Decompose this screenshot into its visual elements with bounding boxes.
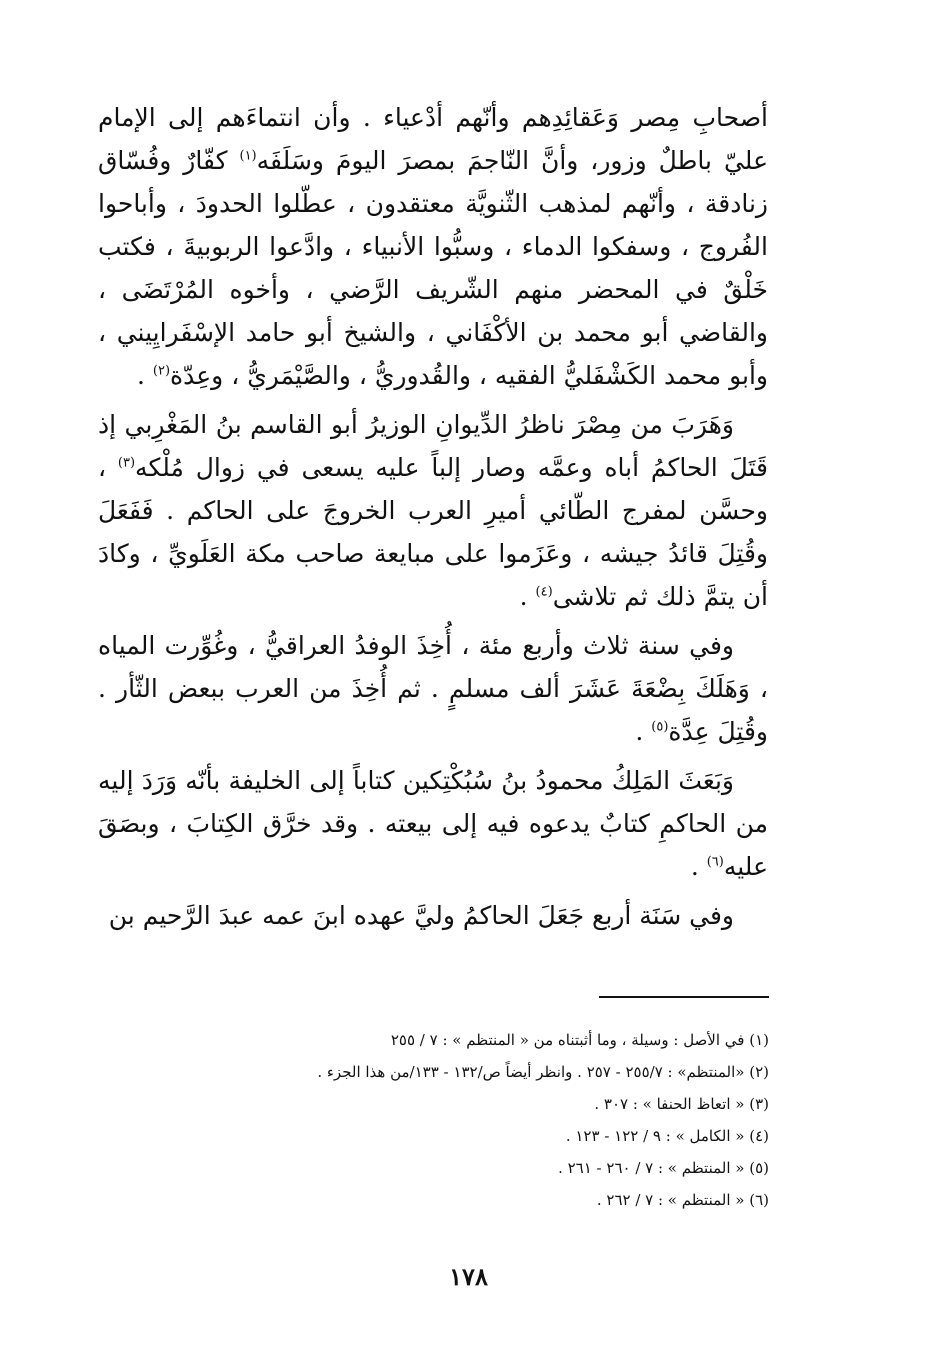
footnote-ref-5: (٥): [651, 719, 669, 735]
paragraph-1-end: .: [136, 361, 153, 390]
paragraph-4: [98, 759, 768, 888]
footnote-1: (١) في الأصل : وسيلة ، وما أثبتناه من « المنتظم » : ٧ / ٢٥٥: [390, 1031, 769, 1049]
paragraph-4-end: .: [690, 852, 707, 881]
paragraph-2-end: .: [519, 582, 536, 611]
footnote-ref-2: (٢): [152, 363, 171, 379]
paragraph-4-text: وَبَعَثَ المَلِكُ محمودُ بنُ سُبُكْتِكين كتاباً إلى الخليفة بأنّه وَرَدَ إليه من الحاكمِ كتابٌ يدعوه فيه إلى بيعته . وقد خرَّق الكِتابَ ، وبصَقَ عليه: [98, 766, 768, 881]
page-number: ١٧٨: [449, 1262, 488, 1291]
footnote-2: (٢) «المنتظم» : ٢٥٥/٧ - ٢٥٧ . وانظر أيضاً ص/١٣٢ - ١٣٣/من هذا الجزء .: [317, 1063, 769, 1081]
paragraph-3: [98, 624, 768, 753]
footnotes: [169, 1024, 769, 1216]
footnote-divider: [599, 996, 769, 998]
footnote-ref-6: (٦): [706, 854, 724, 870]
paragraph-5: [98, 894, 768, 937]
footnote-3: (٣) « اتعاظ الحنفا » : ٣٠٧ .: [594, 1095, 769, 1113]
paragraph-3-end: .: [635, 717, 652, 746]
footnote-4: (٤) « الكامل » : ٩ / ١٢٢ - ١٢٣ .: [565, 1127, 769, 1145]
paragraph-3-text: وفي سنة ثلاث وأربع مئة ، أُخِذَ الوفدُ العراقيُّ ، وغُوِّرت المياه ، وَهَلَكَ بِضْعَةَ عَشَرَ ألف مسلمٍ . ثم أُخِذَ من العرب ببعض الثّأر . وقُتِلَ عِدَّة: [98, 631, 768, 746]
footnote-ref-1: (١): [239, 148, 257, 164]
footnote-5: (٥) « المنتظم » : ٧ / ٢٦٠ - ٢٦١ .: [558, 1159, 769, 1177]
page-body: [98, 96, 768, 943]
paragraph-1: [98, 96, 768, 397]
paragraph-2-text: وَهَرَبَ من مِصْرَ ناظرُ الدِّيوانِ الوزيرُ أبو القاسم بنُ المَغْرِبي إذ قَتَلَ الحاكمُ أباه وعمَّه وصار إلباً عليه يسعى في زوال مُلْكه: [98, 410, 769, 482]
paragraph-1-text-cont: كفّارٌ وفُسّاق زنادقة ، وأنّهم لمذهب الثّنويَّة معتقدون ، عطّلوا الحدودَ ، وأباحوا الفُروج ، وسفكوا الدماء ، وسبُّوا الأنبياء ، وادَّعوا الربوبيةَ ، فكتب خَلْقٌ في المحضر منهم الشّريف الرَّضي ، وأخوه المُرْتَضَى ، والقاضي أبو محمد بن الأكْفَاني ، والشيخ أبو حامد الإسْفَرايِيني ، وأبو محمد الكَشْفَليُّ الفقيه ، والقُدوريُّ ، والصَّيْمَريُّ ، وعِدّة: [98, 146, 768, 390]
footnote-ref-3: (٣): [117, 455, 136, 471]
main-text: [98, 96, 768, 937]
footnote-6: (٦) « المنتظم » : ٧ / ٢٦٢ .: [596, 1191, 769, 1209]
paragraph-2: [98, 403, 768, 618]
paragraph-1-text: أصحابِ مِصر وَعَقائِدِهم وأنّهم أدْعياء . وأن انتماءَهم إلى الإمام عليّ باطلٌ وزور، وأنَّ النّاجمَ بمصرَ اليومَ وسَلَفَه: [98, 103, 768, 175]
paragraph-2-text-cont: ، وحسَّن لمفرج الطّائي أميرِ العرب الخروجَ على الحاكم . فَفَعَلَ وقُتِلَ قائدُ جيشه ، وعَزَموا على مبايعة صاحب مكة العَلَويِّ ، وكادَ أن يتمَّ ذلك ثم تلاشى: [98, 453, 768, 611]
footnote-ref-4: (٤): [535, 584, 553, 600]
paragraph-5-text: وفي سَنَة أربع جَعَلَ الحاكمُ وليَّ عهده ابنَ عمه عبدَ الرَّحيم بن: [108, 901, 734, 930]
